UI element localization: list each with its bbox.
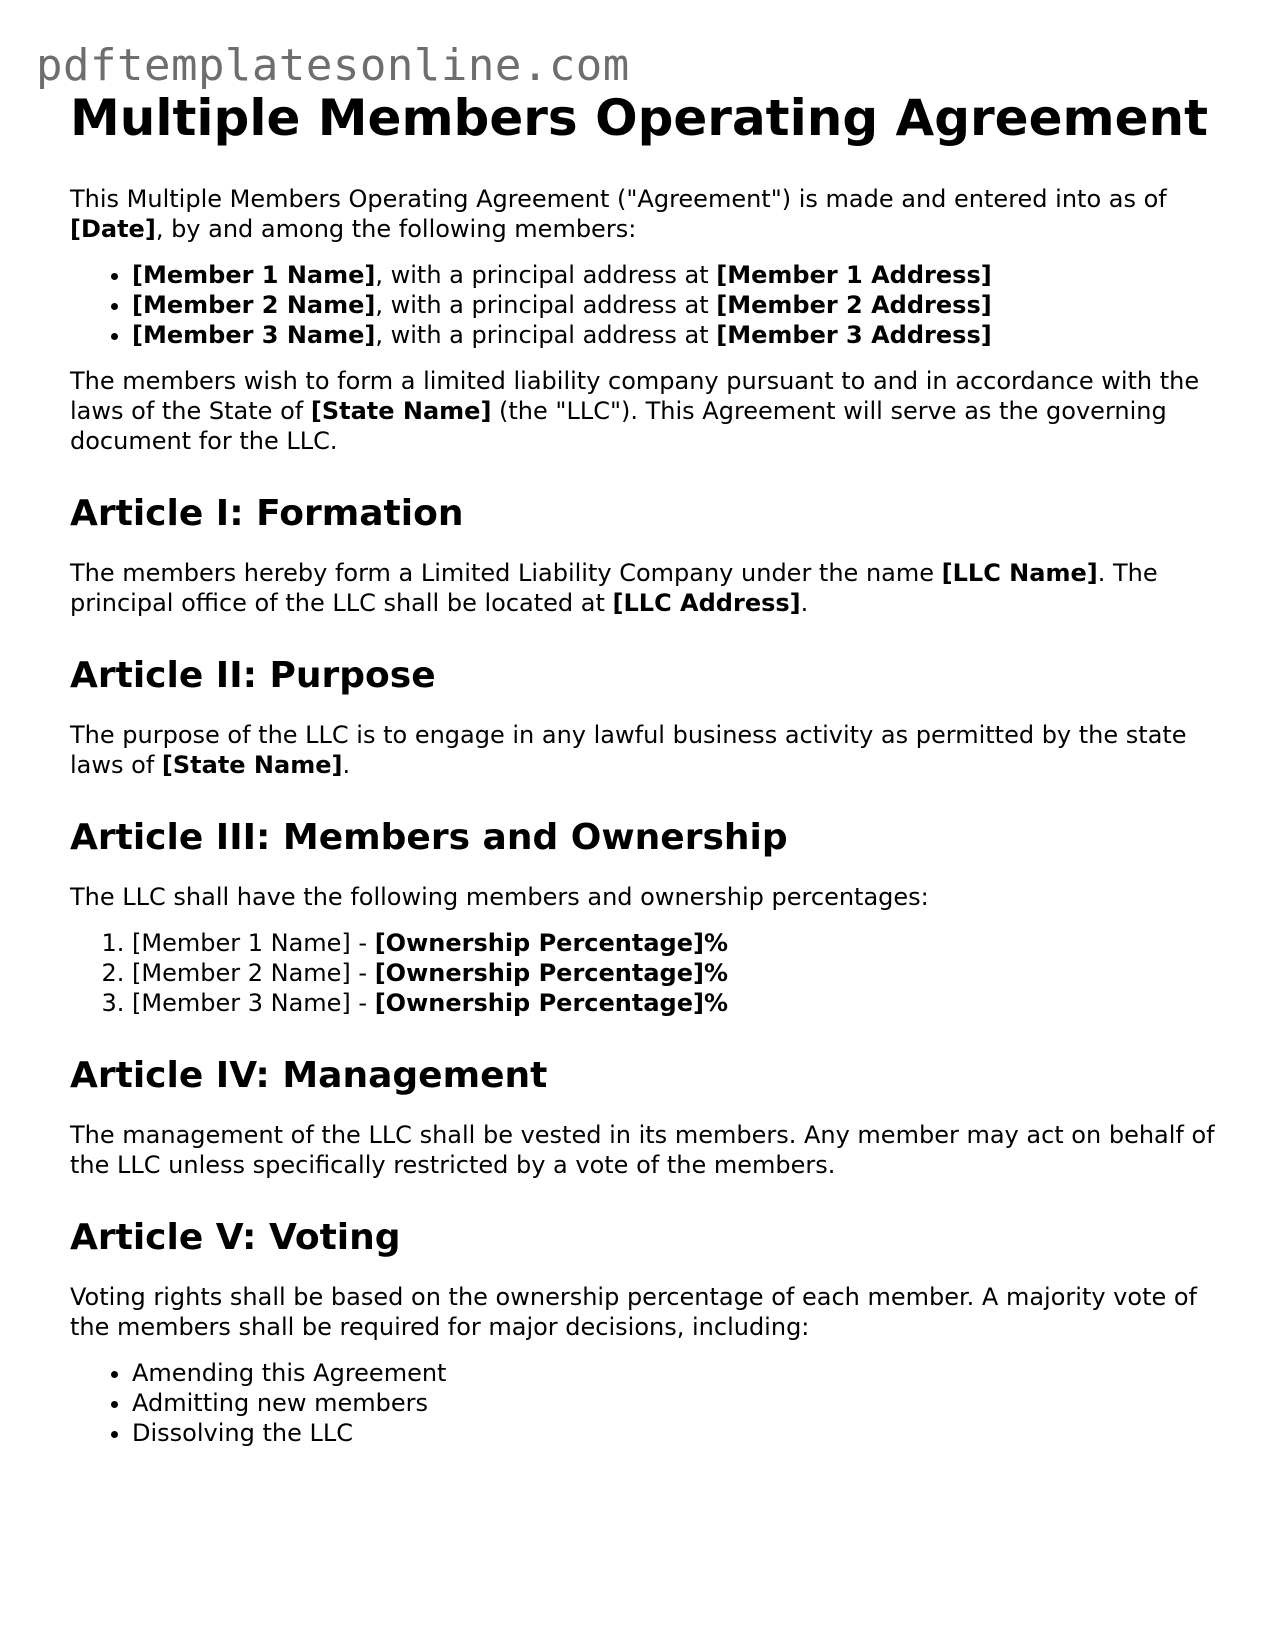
formation-paragraph bbox=[70, 366, 1220, 456]
formation-text-2: (the "LLC"). This Agreement will serve as the governing document for the LLC. bbox=[70, 397, 1167, 455]
ownership-list bbox=[70, 928, 1220, 1018]
ownership-item bbox=[132, 928, 1220, 958]
member-address: [Member 3 Address] bbox=[716, 321, 992, 349]
member-name: [Member 2 Name] bbox=[132, 291, 376, 319]
article-5-heading: Article V: Voting bbox=[70, 1217, 401, 1258]
article-1-paragraph bbox=[70, 558, 1220, 618]
member-item bbox=[132, 290, 1220, 320]
ownership-member: [Member 2 Name] - bbox=[132, 959, 375, 987]
voting-decisions-list bbox=[70, 1358, 1220, 1448]
watermark: pdftemplatesonline.com bbox=[36, 40, 630, 91]
article-5-paragraph: Voting rights shall be based on the ownership percentage of each member. A majority vote of the members shall be required for major decisions, including: bbox=[70, 1283, 1198, 1341]
intro-paragraph bbox=[70, 184, 1220, 244]
date-placeholder: [Date] bbox=[70, 215, 156, 243]
llc-name-placeholder: [LLC Name] bbox=[941, 559, 1098, 587]
member-mid: , with a principal address at bbox=[375, 261, 717, 289]
member-address: [Member 1 Address] bbox=[716, 261, 992, 289]
article-2-text-1: The purpose of the LLC is to engage in any lawful business activity as permitted by the state laws of bbox=[70, 721, 1187, 779]
ownership-percentage: [Ownership Percentage]% bbox=[374, 929, 729, 957]
member-address: [Member 2 Address] bbox=[716, 291, 992, 319]
article-2-paragraph bbox=[70, 720, 1220, 780]
article-1-heading: Article I: Formation bbox=[70, 493, 464, 534]
members-list bbox=[70, 260, 1220, 350]
article-3-heading: Article III: Members and Ownership bbox=[70, 817, 788, 858]
llc-address-placeholder: [LLC Address] bbox=[612, 589, 801, 617]
state-placeholder: [State Name] bbox=[310, 397, 492, 425]
article-4-paragraph: The management of the LLC shall be vested in its members. Any member may act on behalf of the LLC unless specifically restricted by a vote of the members. bbox=[70, 1121, 1215, 1179]
member-mid: , with a principal address at bbox=[375, 291, 717, 319]
member-name: [Member 1 Name] bbox=[132, 261, 376, 289]
intro-text-2: , by and among the following members: bbox=[155, 215, 637, 243]
intro-text-1: This Multiple Members Operating Agreement ("Agreement") is made and entered into as of bbox=[70, 185, 1167, 213]
formation-text-1: The members wish to form a limited liability company pursuant to and in accordance with the laws of the State of bbox=[70, 367, 1200, 425]
document-title: Multiple Members Operating Agreement bbox=[70, 89, 1208, 147]
article-2-text-2: . bbox=[342, 751, 351, 779]
member-name: [Member 3 Name] bbox=[132, 321, 376, 349]
ownership-percentage: [Ownership Percentage]% bbox=[374, 989, 729, 1017]
voting-decision-item: • Amending this Agreement bbox=[132, 1358, 1220, 1388]
article-4-heading: Article IV: Management bbox=[70, 1055, 548, 1096]
article-1-text-1: The members hereby form a Limited Liability Company under the name bbox=[70, 559, 942, 587]
article-1-text-3: . bbox=[800, 589, 809, 617]
ownership-percentage: [Ownership Percentage]% bbox=[374, 959, 729, 987]
article-1-text-2: . The principal office of the LLC shall be located at bbox=[70, 559, 1158, 617]
article-3-paragraph: The LLC shall have the following members and ownership percentages: bbox=[70, 883, 929, 911]
ownership-member: [Member 3 Name] - bbox=[132, 989, 375, 1017]
voting-decision-item: • Admitting new members bbox=[132, 1388, 1220, 1418]
state-placeholder: [State Name] bbox=[161, 751, 343, 779]
voting-decision-item: • Dissolving the LLC bbox=[132, 1418, 1220, 1448]
article-2-heading: Article II: Purpose bbox=[70, 655, 436, 696]
ownership-item bbox=[132, 988, 1220, 1018]
ownership-member: [Member 1 Name] - bbox=[132, 929, 375, 957]
document-page bbox=[70, 88, 1220, 1464]
ownership-item bbox=[132, 958, 1220, 988]
member-item bbox=[132, 320, 1220, 350]
member-item bbox=[132, 260, 1220, 290]
member-mid: , with a principal address at bbox=[375, 321, 717, 349]
